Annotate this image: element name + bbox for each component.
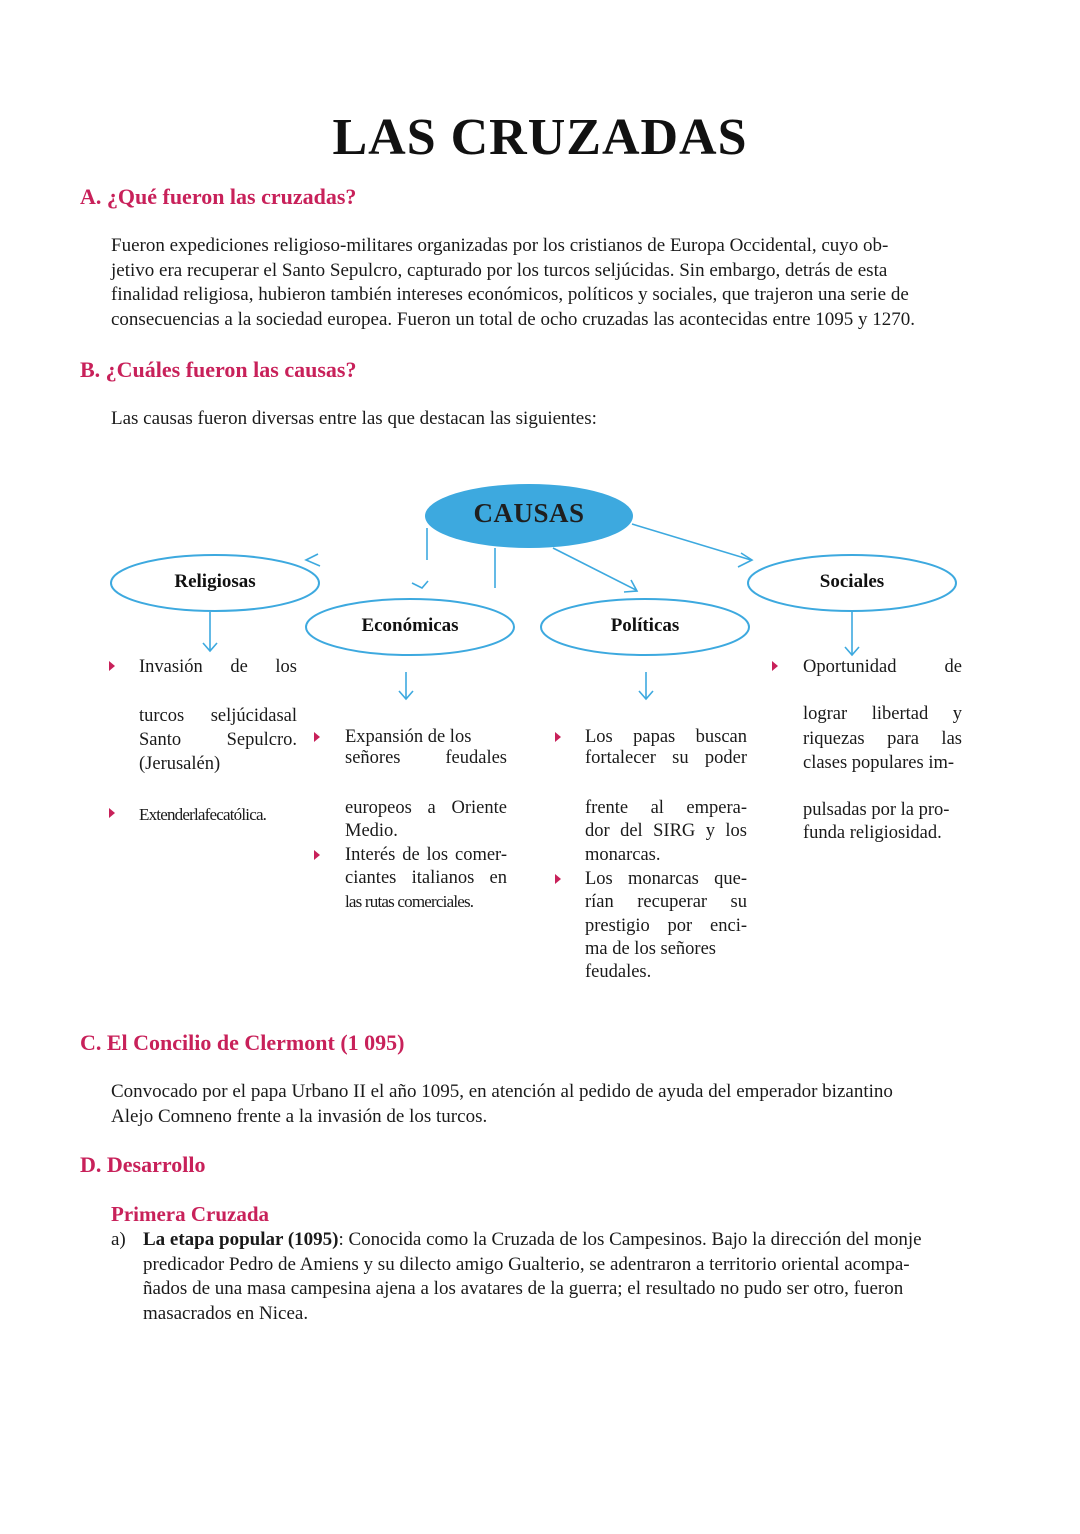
item-a-line: predicador Pedro de Amiens y su dilecto amigo Gualterio, se adentraron a territorio oriental acompa- — [143, 1253, 910, 1275]
economicas-bullet-1-line: Medio. — [345, 821, 398, 841]
politicas-bullet-1-line: Los papas buscan — [585, 727, 747, 747]
economicas-label: Económicas — [361, 615, 459, 636]
bullet-marker-icon — [109, 808, 115, 818]
politicas-bullet-1-line: monarcas. — [585, 845, 661, 865]
sociales-bullet-line: funda religiosidad. — [803, 823, 942, 843]
item-a-line: ñados de una masa campesina ajena a los avatares de la guerra; el resultado no pudo ser otro, fueron — [143, 1278, 904, 1299]
section-c-line: Alejo Comneno frente a la invasión de los turcos. — [111, 1105, 488, 1127]
section-c-paragraph — [111, 1080, 973, 1129]
economicas-bullet-2-line: las rutas comerciales. — [345, 892, 474, 911]
section-a-line: finalidad religiosa, hubieron también intereses económicos, políticos y sociales, que trajeron una serie de — [111, 284, 909, 305]
section-a-heading: A. ¿Qué fueron las cruzadas? — [80, 184, 357, 209]
bullet-marker-icon — [555, 874, 561, 884]
economicas-bullet-2-line: Interés de los comer- — [345, 845, 507, 865]
religiosas-bullet-1-line: Invasión de los — [139, 657, 297, 677]
section-c-line: Convocado por el papa Urbano II el año 1095, en atención al pedido de ayuda del emperador bizantino — [111, 1081, 893, 1102]
sociales-bullet-line: clases populares im- — [803, 753, 955, 773]
sociales-bullet-line: Oportunidad de — [803, 657, 962, 677]
section-b-heading: B. ¿Cuáles fueron las causas? — [80, 357, 357, 382]
sociales-bullet-line: lograr libertad y — [803, 704, 962, 724]
section-a-line: Fueron expediciones religioso-militares organizadas por los cristianos de Europa Occidental, cuyo ob- — [111, 235, 889, 256]
religiosas-bullet-1-line: Santo Sepulcro. — [139, 730, 297, 750]
economicas-bullet-1-line: Expansión de los — [345, 727, 472, 747]
religiosas-bullet-1-line: (Jerusalén) — [139, 754, 221, 774]
politicas-bullet-2-line: rían recuperar su — [585, 892, 747, 912]
section-c-heading: C. El Concilio de Clermont (1 095) — [80, 1030, 405, 1055]
bullet-marker-icon — [555, 732, 561, 742]
economicas-bullet-1-line: señores feudales — [345, 748, 507, 768]
primera-cruzada-subheading: Primera Cruzada — [111, 1202, 270, 1226]
chevron-arrow-icon — [306, 554, 320, 566]
chevron-arrow-icon — [412, 581, 428, 588]
section-a-line: jetivo era recuperar el Santo Sepulcro, capturado por los turcos seljúcidas. Sin embargo, detrás de esta — [111, 259, 888, 281]
arrow-to-sociales — [632, 524, 751, 560]
item-a-line: masacrados en Nicea. — [143, 1302, 309, 1324]
item-a-bold-title: La etapa popular (1095) — [143, 1229, 339, 1250]
politicas-bullet-1-line: fortalecer su poder — [585, 748, 747, 768]
bullet-marker-icon — [772, 661, 778, 671]
politicas-bullet-2-line: Los monarcas que- — [585, 869, 747, 889]
item-a-paragraph — [143, 1228, 973, 1326]
religiosas-bullet-1-line: turcos seljúcidasal — [139, 706, 297, 726]
politicas-bullet-2-line: prestigio por enci- — [585, 916, 747, 936]
sociales-bullet-line: pulsadas por la pro- — [803, 800, 950, 820]
politicas-bullet-2-line: ma de los señores — [585, 939, 717, 959]
religiosas-label: Religiosas — [174, 571, 256, 592]
section-d-heading: D. Desarrollo — [80, 1152, 206, 1177]
politicas-bullet-2-line: feudales. — [585, 962, 652, 982]
politicas-bullet-1-line: frente al empera- — [585, 798, 747, 818]
item-a-marker: a) — [111, 1229, 126, 1250]
politicas-label: Políticas — [610, 615, 680, 636]
arrow-to-politicas — [553, 548, 636, 590]
bullet-marker-icon — [109, 661, 115, 671]
causas-label: CAUSAS — [473, 498, 585, 528]
bullet-marker-icon — [314, 850, 320, 860]
item-a-first-line-rest: : Conocida como la Cruzada de los Campesinos. Bajo la dirección del monje — [338, 1229, 922, 1250]
religiosas-bullet-2: Extenderlafecatólica. — [139, 805, 267, 824]
section-a-line: consecuencias a la sociedad europea. Fueron un total de ocho cruzadas las acontecidas entre 1095 y 1270. — [111, 308, 916, 330]
economicas-bullet-1-line: europeos a Oriente — [345, 798, 507, 818]
sociales-label: Sociales — [819, 571, 885, 592]
politicas-bullet-1-line: dor del SIRG y los — [585, 821, 747, 841]
section-b-intro: Las causas fueron diversas entre las que destacan las siguientes: — [111, 408, 597, 429]
item-a-first-line — [143, 1228, 973, 1253]
page-title: LAS CRUZADAS — [332, 109, 748, 166]
economicas-bullet-2-line: ciantes italianos en — [345, 868, 507, 888]
bullet-marker-icon — [314, 732, 320, 742]
sociales-bullet-line: riquezas para las — [803, 729, 962, 749]
